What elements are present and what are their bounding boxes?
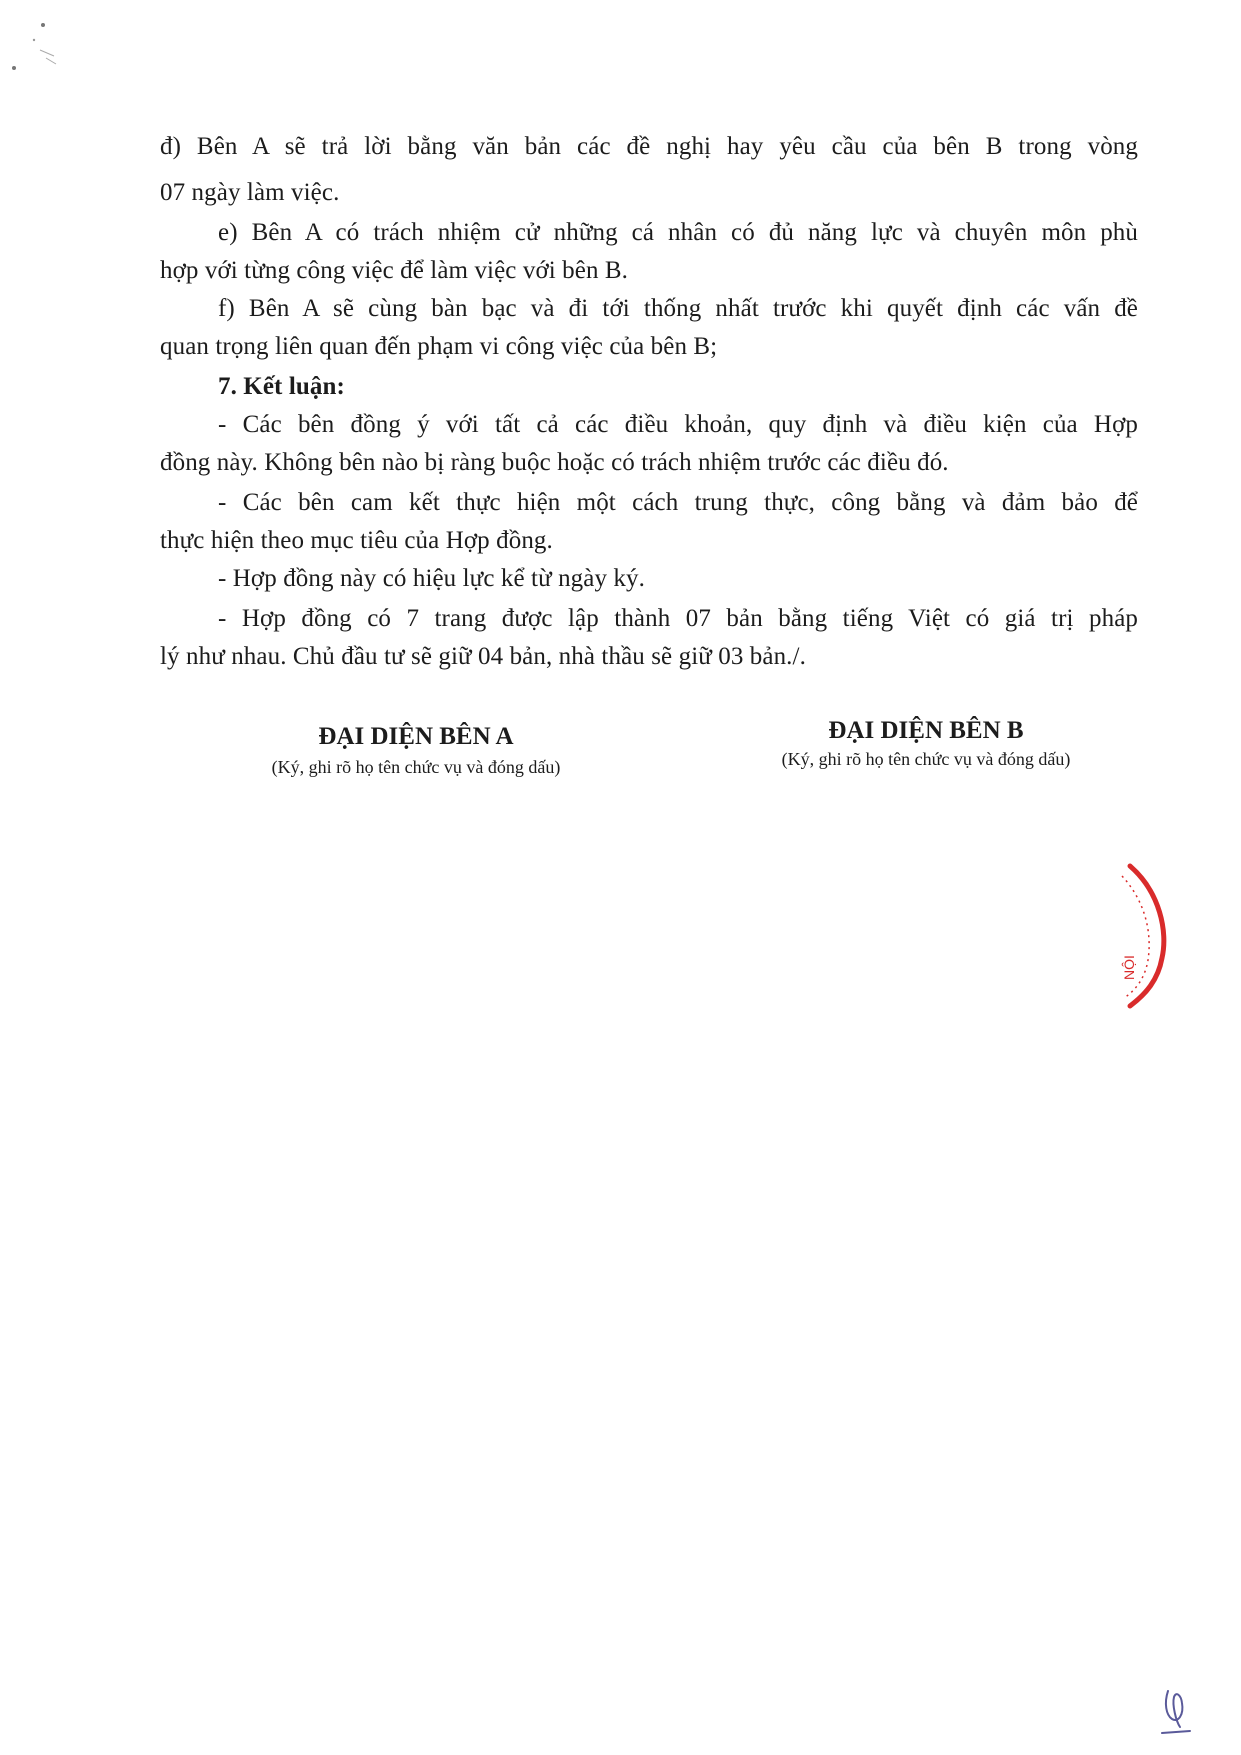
item-d-line-1: đ) Bên A sẽ trả lời bằng văn bản các đề nghị hay yêu cầu của bên B trong vòng <box>160 133 1138 160</box>
item-f-line-2: quan trọng liên quan đến phạm vi công việc của bên B; <box>160 333 718 360</box>
stamp-text: NỘI <box>1121 955 1137 980</box>
handwritten-initial <box>1160 1685 1194 1737</box>
party-b-signature-title: ĐẠI DIỆN BÊN B <box>828 717 1024 744</box>
conclusion-p4-line-2: lý như nhau. Chủ đầu tư sẽ giữ 04 bản, nhà thầu sẽ giữ 03 bản./. <box>160 643 806 670</box>
item-e-line-1: e) Bên A có trách nhiệm cử những cá nhân có đủ năng lực và chuyên môn phù <box>218 219 1138 246</box>
party-a-signature-note: (Ký, ghi rõ họ tên chức vụ và đóng dấu) <box>271 757 561 777</box>
item-e-line-2: hợp với từng công việc để làm việc với bên B. <box>160 257 629 284</box>
red-seal-stamp <box>1112 862 1172 1012</box>
conclusion-heading: 7. Kết luận: <box>218 373 345 400</box>
party-a-signature-title: ĐẠI DIỆN BÊN A <box>318 723 514 750</box>
conclusion-p2-line-1: - Các bên cam kết thực hiện một cách trung thực, công bằng và đảm bảo để <box>218 489 1138 516</box>
scan-specks <box>10 20 60 75</box>
conclusion-p3-line-1: - Hợp đồng này có hiệu lực kể từ ngày ký. <box>218 565 645 592</box>
conclusion-p4-line-1: - Hợp đồng có 7 trang được lập thành 07 bản bằng tiếng Việt có giá trị pháp <box>218 605 1138 632</box>
conclusion-p1-line-1: - Các bên đồng ý với tất cả các điều khoản, quy định và điều kiện của Hợp <box>218 411 1138 438</box>
party-b-signature-note: (Ký, ghi rõ họ tên chức vụ và đóng dấu) <box>781 749 1071 769</box>
conclusion-p2-line-2: thực hiện theo mục tiêu của Hợp đồng. <box>160 527 553 554</box>
item-d-line-2: 07 ngày làm việc. <box>160 179 340 206</box>
item-f-line-1: f) Bên A sẽ cùng bàn bạc và đi tới thống nhất trước khi quyết định các vấn đề <box>218 295 1138 322</box>
conclusion-p1-line-2: đồng này. Không bên nào bị ràng buộc hoặc có trách nhiệm trước các điều đó. <box>160 449 949 476</box>
